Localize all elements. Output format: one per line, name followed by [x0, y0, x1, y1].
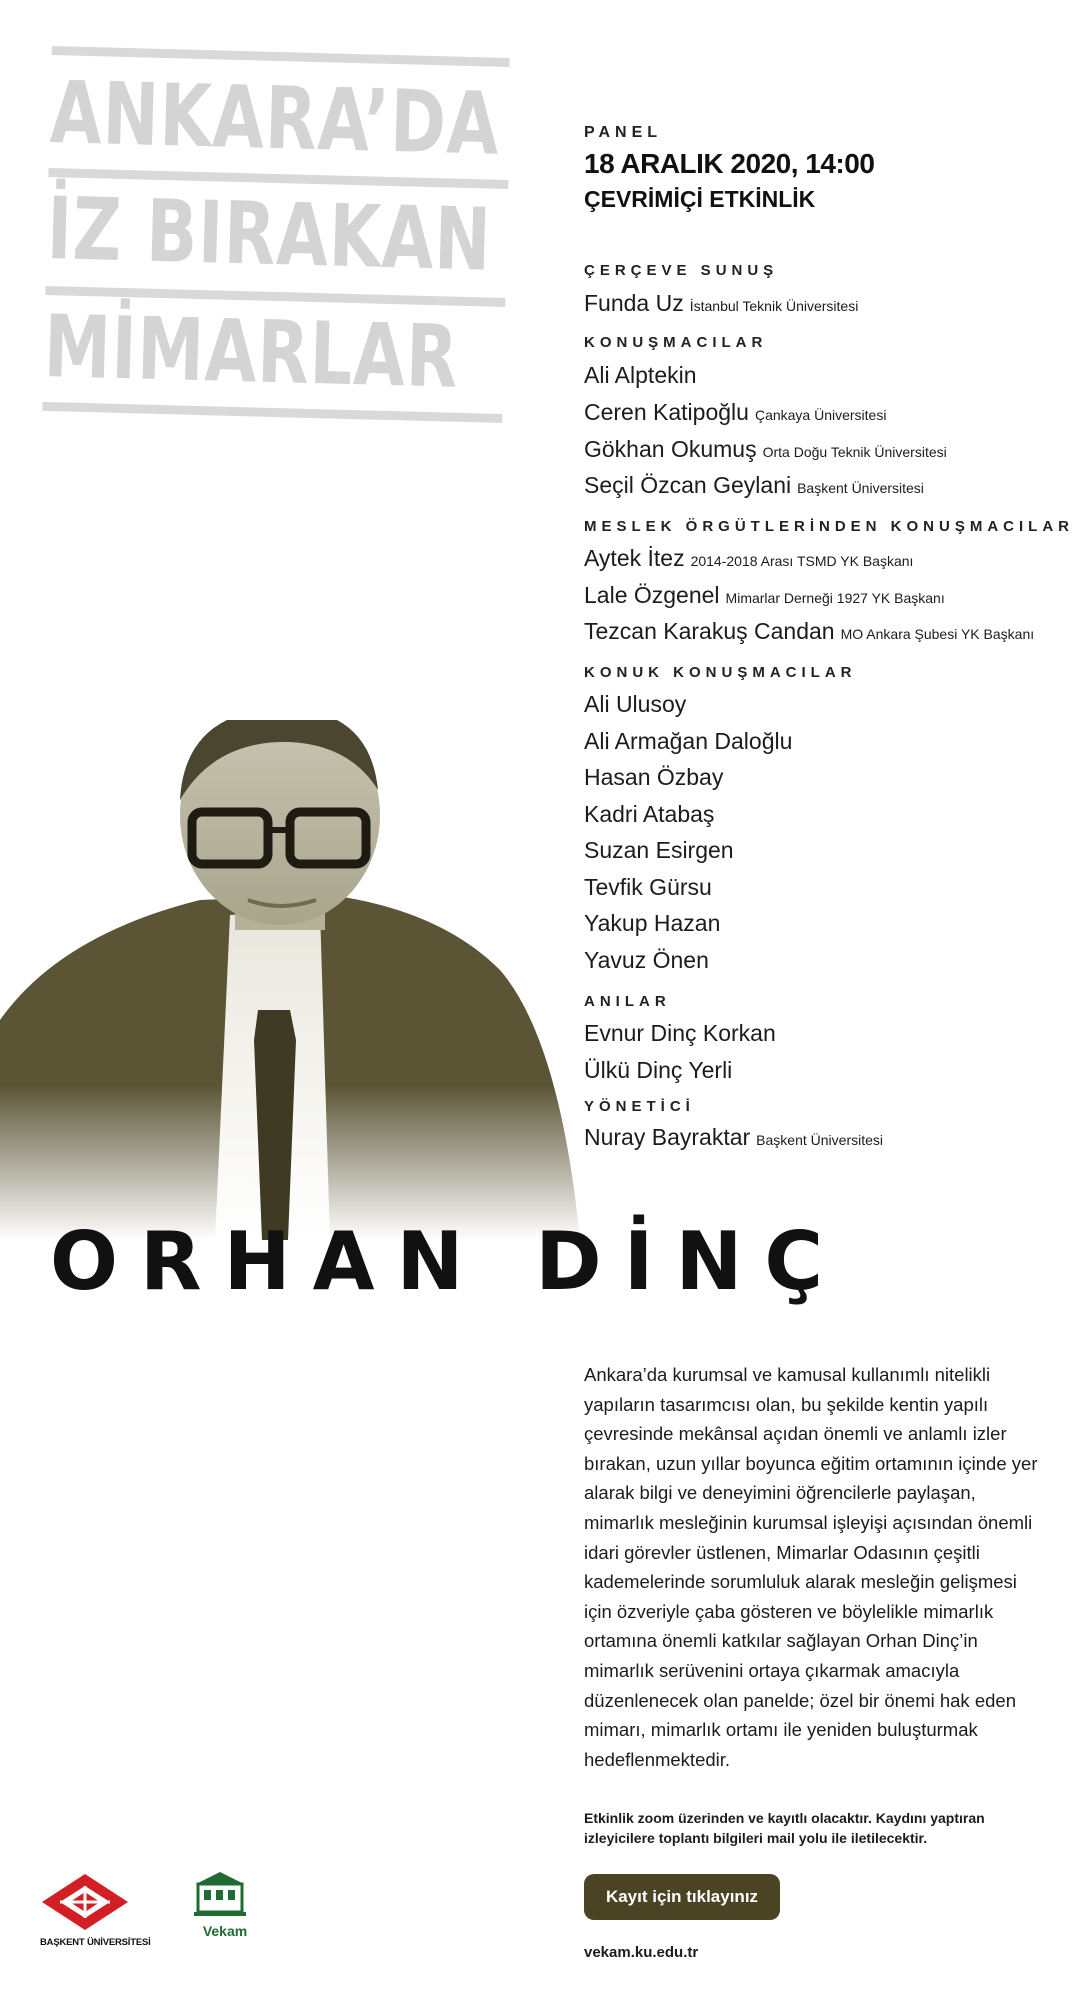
speaker-meslek-3: [584, 618, 1034, 645]
speaker-affiliation: Çankaya Üniversitesi: [754, 407, 887, 423]
honoree-name: ORHAN DİNÇ: [50, 1215, 846, 1308]
speaker-name: Ceren Katipoğlu: [584, 399, 749, 425]
speaker-konuk-1: Ali Ulusoy: [584, 691, 687, 717]
moderator: [584, 1124, 883, 1151]
speaker-name: Seçil Özcan Geylani: [584, 472, 792, 498]
section-anilar-title: ANILAR: [584, 993, 671, 1010]
speaker-affiliation: 2014-2018 Arası TSMD YK Başkanı: [690, 553, 914, 569]
vekam-building-icon: [190, 1870, 250, 1918]
speaker-konusmaci-3: [584, 436, 947, 463]
speaker-affiliation: MO Ankara Şubesi YK Başkanı: [840, 626, 1035, 642]
speaker-name: Tezcan Karakuş Candan: [584, 618, 835, 644]
section-yonetici-title: YÖNETİCİ: [584, 1098, 695, 1115]
speaker-anilar-1: Evnur Dinç Korkan: [584, 1020, 776, 1046]
panel-mode: ÇEVRİMİÇİ ETKİNLİK: [584, 186, 816, 212]
speaker-konusmaci-2: [584, 399, 886, 426]
speaker-name: Nuray Bayraktar: [584, 1124, 751, 1150]
vekam-logo-text: Vekam: [202, 1923, 248, 1939]
speaker-konuk-4: Kadri Atabaş: [584, 801, 715, 827]
register-button[interactable]: Kayıt için tıklayınız: [584, 1874, 780, 1920]
speaker-cerceve-1: [584, 290, 858, 317]
event-description: Ankara’da kurumsal ve kamusal kullanımlı nitelikli yapıların tasarımcısı olan, bu şekilde kentin yapılı çevresinde mekânsal açıdan önemli ve anlamlı izler bırakan, uzun yıllar boyunca eğitim ortamının içinde yer alarak bilgi ve deneyimini öğrencilerle paylaşan, mimarlık mesleğinin kurumsal işleyişi açısından önemli idari görevler üstlenen, Mimarlar Odasının çeşitli kademelerinde sorumluluk alarak mesleğin gelişmesi için özveriyle çaba gösteren ve böylelikle mimarlık ortamına önemli katkılar sağlayan Orhan Dinç’in mimarlık serüvenini ortaya çıkarmak amacıyla düzenlenecek olan panelde; özel bir önemi hak eden mimarı, mimarlık ortamı ile yeniden buluşturmak hedeflenmektedir.: [584, 1364, 1038, 1770]
section-meslek-title: MESLEK ÖRGÜTLERİNDEN KONUŞMACILAR: [584, 518, 1074, 535]
speaker-affiliation: Orta Doğu Teknik Üniversitesi: [762, 444, 947, 460]
speaker-anilar-2: Ülkü Dinç Yerli: [584, 1057, 733, 1083]
speaker-konusmaci-1: [584, 362, 703, 389]
section-cerceve-title: ÇERÇEVE SUNUŞ: [584, 262, 779, 279]
speaker-name: Lale Özgenel: [584, 582, 720, 608]
section-konuk-title: KONUK KONUŞMACILAR: [584, 664, 857, 681]
stamp-line-1: ANKARA’DA: [48, 63, 501, 175]
baskent-logo-text: BAŞKENT ÜNİVERSİTESİ: [40, 1937, 151, 1948]
stamp-line-2: İZ BIRAKAN: [45, 179, 493, 291]
speaker-konuk-8: Yavuz Önen: [584, 947, 709, 973]
speaker-affiliation: Mimarlar Derneği 1927 YK Başkanı: [725, 590, 945, 606]
panel-date: 18 ARALIK 2020, 14:00: [584, 148, 875, 179]
speaker-name: Aytek İtez: [584, 545, 685, 571]
speaker-affiliation: Başkent Üniversitesi: [756, 1132, 883, 1148]
baskent-university-logo: [40, 1872, 160, 1948]
portrait-photo: [0, 720, 600, 1240]
vekam-logo: [190, 1870, 260, 1939]
registration-note: Etkinlik zoom üzerinden ve kayıtlı olacaktır. Kaydını yaptıran izleyicilere toplantı bilgileri mail yolu ile iletilecektir.: [584, 1810, 985, 1846]
speaker-konuk-3: Hasan Özbay: [584, 764, 724, 790]
speaker-konuk-7: Yakup Hazan: [584, 910, 721, 936]
speaker-konuk-2: Ali Armağan Daloğlu: [584, 728, 793, 754]
speaker-affiliation: Başkent Üniversitesi: [797, 480, 924, 496]
baskent-emblem-icon: [40, 1872, 130, 1932]
speaker-name: Funda Uz: [584, 290, 684, 316]
speaker-affiliation: İstanbul Teknik Üniversitesi: [689, 298, 859, 314]
event-series-stamp: [40, 46, 511, 498]
speaker-konusmaci-4: [584, 472, 924, 499]
speaker-konuk-5: Suzan Esirgen: [584, 837, 734, 863]
speaker-meslek-2: [584, 582, 945, 609]
panel-kicker: PANEL: [584, 124, 663, 141]
speaker-name: Ali Alptekin: [584, 362, 697, 388]
speaker-name: Gökhan Okumuş: [584, 436, 757, 462]
section-konusmacilar-title: KONUŞMACILAR: [584, 334, 768, 351]
stamp-line-3: MİMARLAR: [42, 296, 460, 408]
speaker-konuk-6: Tevfik Gürsu: [584, 874, 712, 900]
speaker-meslek-1: [584, 545, 913, 572]
website-link[interactable]: vekam.ku.edu.tr: [584, 1944, 699, 1961]
